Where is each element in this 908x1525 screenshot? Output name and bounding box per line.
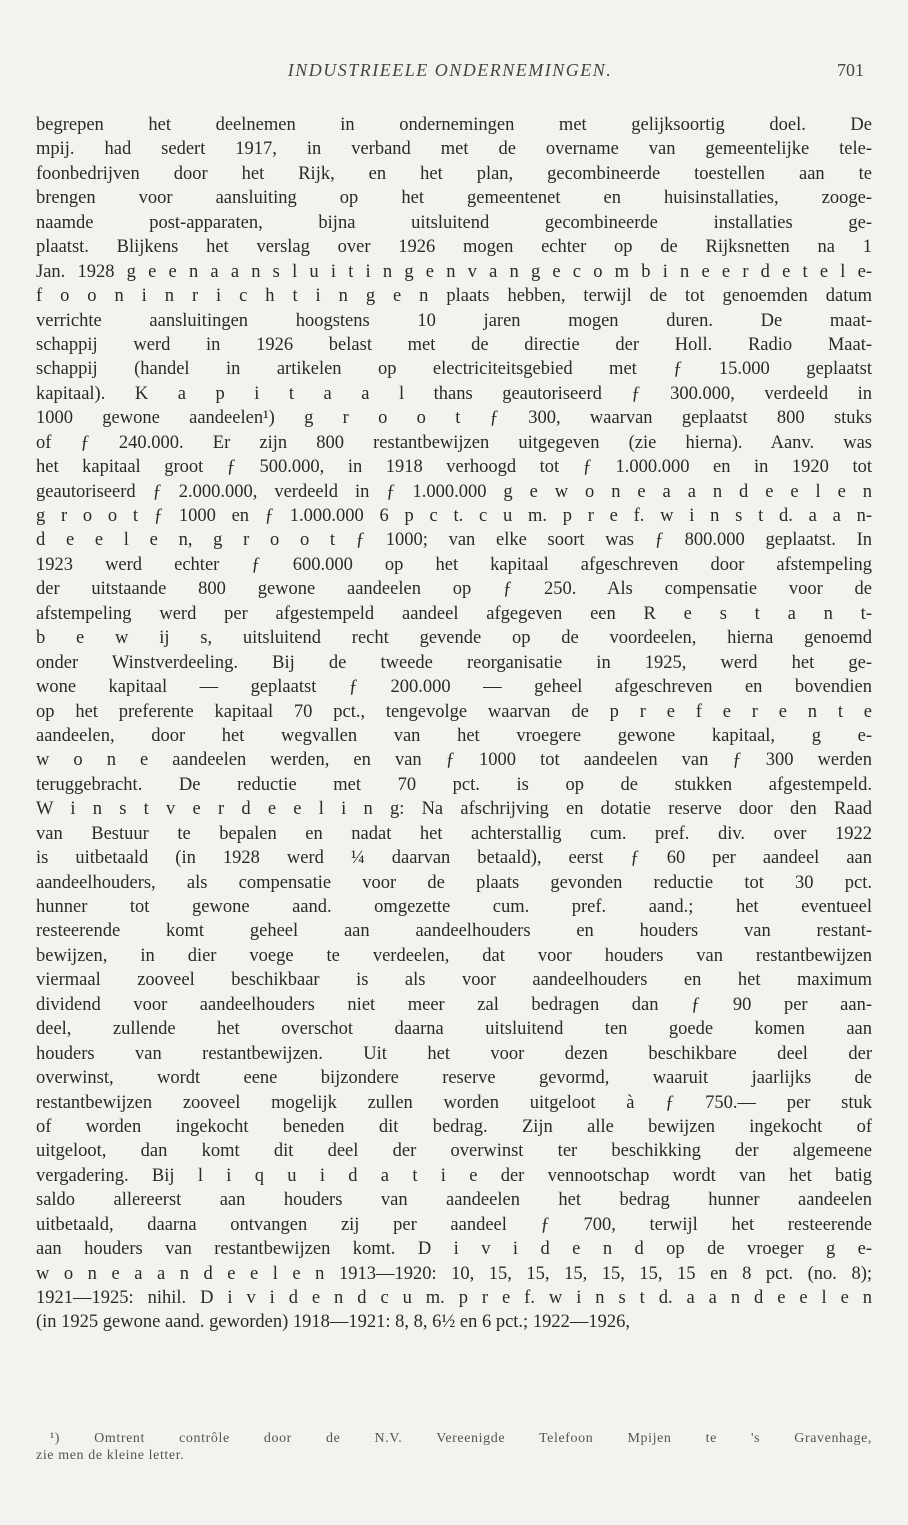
text-line: viermaal zooveel beschikbaar is als voor aandeelhouders en het maximum bbox=[36, 970, 872, 991]
text-line: Jan. 1928 g e e n a a n s l u i t i n g e n v a n g e c o m b i n e e r d e t e l e- bbox=[36, 261, 872, 282]
text-line: op het preferente kapitaal 70 pct., tengevolge waarvan de p r e f e r e n t e bbox=[36, 701, 872, 722]
text-line: aandeelhouders, als compensatie voor de plaats gevonden reductie tot 30 pct. bbox=[36, 872, 872, 893]
page-number: 701 bbox=[837, 60, 864, 80]
text-line: dividend voor aandeelhouders niet meer zal bedragen dan ƒ 90 per aan- bbox=[36, 994, 872, 1015]
text-line: foonbedrijven door het Rijk, en het plan, gecombineerde toestellen aan te bbox=[36, 163, 872, 184]
footnote-line: zie men de kleine letter. bbox=[36, 1448, 185, 1463]
text-line: brengen voor aansluiting op het gemeentenet en huisinstallaties, zooge- bbox=[36, 188, 872, 209]
text-line: 1921—1925: nihil. D i v i d e n d c u m. p r e f. w i n s t d. a a n d e e l e n bbox=[36, 1288, 872, 1308]
text-line: kapitaal). K a p i t a a l thans geautoriseerd ƒ 300.000, verdeeld in bbox=[36, 383, 872, 404]
text-line: mpij. had sedert 1917, in verband met de overname van gemeentelijke tele- bbox=[36, 139, 872, 160]
text-line: verrichte aansluitingen hoogstens 10 jaren mogen duren. De maat- bbox=[36, 310, 872, 331]
text-line: hunner tot gewone aand. omgezette cum. pref. aand.; het eventueel bbox=[36, 897, 872, 917]
text-line: f o o n i n r i c h t i n g e n plaats hebben, terwijl de tot genoemden datum bbox=[36, 286, 872, 307]
text-line: der uitstaande 800 gewone aandeelen op ƒ 250. Als compensatie voor de bbox=[36, 579, 872, 600]
text-line: aandeelen, door het wegvallen van het vroegere gewone kapitaal, g e- bbox=[36, 725, 872, 746]
text-line: plaatst. Blijkens het verslag over 1926 mogen echter op de Rijksnetten na 1 bbox=[36, 237, 872, 258]
text-line: w o n e a a n d e e l e n 1913—1920: 10, 15, 15, 15, 15, 15, 15 en 8 pct. (no. 8); bbox=[36, 1263, 872, 1284]
footnote-line: ¹) Omtrent contrôle door de N.V. Vereenigde Telefoon Mpijen te 's Gravenhage, bbox=[50, 1431, 872, 1446]
text-line: w o n e aandeelen werden, en van ƒ 1000 tot aandeelen van ƒ 300 werden bbox=[36, 750, 872, 771]
text-line: aan houders van restantbewijzen komt. D i v i d e n d op de vroeger g e- bbox=[36, 1239, 872, 1260]
text-line: houders van restantbewijzen. Uit het voor dezen beschikbare deel der bbox=[36, 1043, 872, 1064]
text-line: b e w ij s, uitsluitend recht gevende op de voordeelen, hierna genoemd bbox=[36, 628, 872, 649]
text-line: uitgeloot, dan komt dit deel der overwinst ter beschikking der algemeene bbox=[36, 1141, 872, 1162]
text-line: overwinst, wordt eene bijzondere reserve gevormd, waaruit jaarlijks de bbox=[36, 1068, 872, 1089]
text-line: restantbewijzen zooveel mogelijk zullen worden uitgeloot à ƒ 750.— per stuk bbox=[36, 1092, 872, 1113]
text-line: resteerende komt geheel aan aandeelhouders en houders van restant- bbox=[36, 921, 872, 942]
text-line: deel, zullende het overschot daarna uitsluitend ten goede komen aan bbox=[36, 1019, 872, 1040]
text-line: d e e l e n, g r o o t ƒ 1000; van elke soort was ƒ 800.000 geplaatst. In bbox=[36, 530, 872, 551]
text-line: vergadering. Bij l i q u i d a t i e der vennootschap wordt van het batig bbox=[36, 1165, 872, 1186]
text-line: naamde post-apparaten, bijna uitsluitend gecombineerde installaties ge- bbox=[36, 212, 872, 233]
text-line: is uitbetaald (in 1928 werd ¼ daarvan betaald), eerst ƒ 60 per aandeel aan bbox=[36, 848, 872, 869]
text-line: W i n s t v e r d e e l i n g: Na afschrijving en dotatie reserve door den Raad bbox=[36, 799, 872, 820]
text-line: van Bestuur te bepalen en nadat het achterstallig cum. pref. div. over 1922 bbox=[36, 823, 872, 844]
text-line: teruggebracht. De reductie met 70 pct. is op de stukken afgestempeld. bbox=[36, 774, 872, 795]
body-text bbox=[36, 113, 872, 1335]
text-line: begrepen het deelnemen in ondernemingen met gelijksoortig doel. De bbox=[36, 115, 872, 135]
text-line: (in 1925 gewone aand. geworden) 1918—1921: 8, 8, 6½ en 6 pct.; 1922—1926, bbox=[36, 1312, 630, 1333]
text-line: geautoriseerd ƒ 2.000.000, verdeeld in ƒ 1.000.000 g e w o n e a a n d e e l e n bbox=[36, 481, 872, 502]
text-line: saldo allereerst aan houders van aandeelen het bedrag hunner aandeelen bbox=[36, 1190, 872, 1211]
text-line: uitbetaald, daarna ontvangen zij per aandeel ƒ 700, terwijl het resteerende bbox=[36, 1214, 872, 1235]
text-line: bewijzen, in dier voege te verdeelen, dat voor houders van restantbewijzen bbox=[36, 945, 872, 966]
text-line: schappij (handel in artikelen op electriciteitsgebied met ƒ 15.000 geplaatst bbox=[36, 359, 872, 380]
text-line: of ƒ 240.000. Er zijn 800 restantbewijzen uitgegeven (zie hierna). Aanv. was bbox=[36, 432, 872, 453]
running-title: INDUSTRIEELE ONDERNEMINGEN. bbox=[287, 60, 613, 80]
text-line: g r o o t ƒ 1000 en ƒ 1.000.000 6 p c t. c u m. p r e f. w i n s t d. a a n- bbox=[36, 506, 872, 526]
text-line: of worden ingekocht beneden dit bedrag. Zijn alle bewijzen ingekocht of bbox=[36, 1116, 872, 1137]
text-line: het kapitaal groot ƒ 500.000, in 1918 verhoogd tot ƒ 1.000.000 en in 1920 tot bbox=[36, 457, 872, 478]
text-line: 1923 werd echter ƒ 600.000 op het kapitaal afgeschreven door afstempeling bbox=[36, 554, 872, 575]
text-line: 1000 gewone aandeelen¹) g r o o t ƒ 300, waarvan geplaatst 800 stuks bbox=[36, 408, 872, 429]
footnote bbox=[36, 1430, 872, 1464]
text-line: afstempeling werd per afgestempeld aandeel afgegeven een R e s t a n t- bbox=[36, 603, 872, 624]
running-head bbox=[36, 60, 864, 86]
text-line: onder Winstverdeeling. Bij de tweede reorganisatie in 1925, werd het ge- bbox=[36, 652, 872, 673]
text-line: wone kapitaal — geplaatst ƒ 200.000 — geheel afgeschreven en bovendien bbox=[36, 677, 872, 698]
text-line: schappij werd in 1926 belast met de directie der Holl. Radio Maat- bbox=[36, 334, 872, 355]
